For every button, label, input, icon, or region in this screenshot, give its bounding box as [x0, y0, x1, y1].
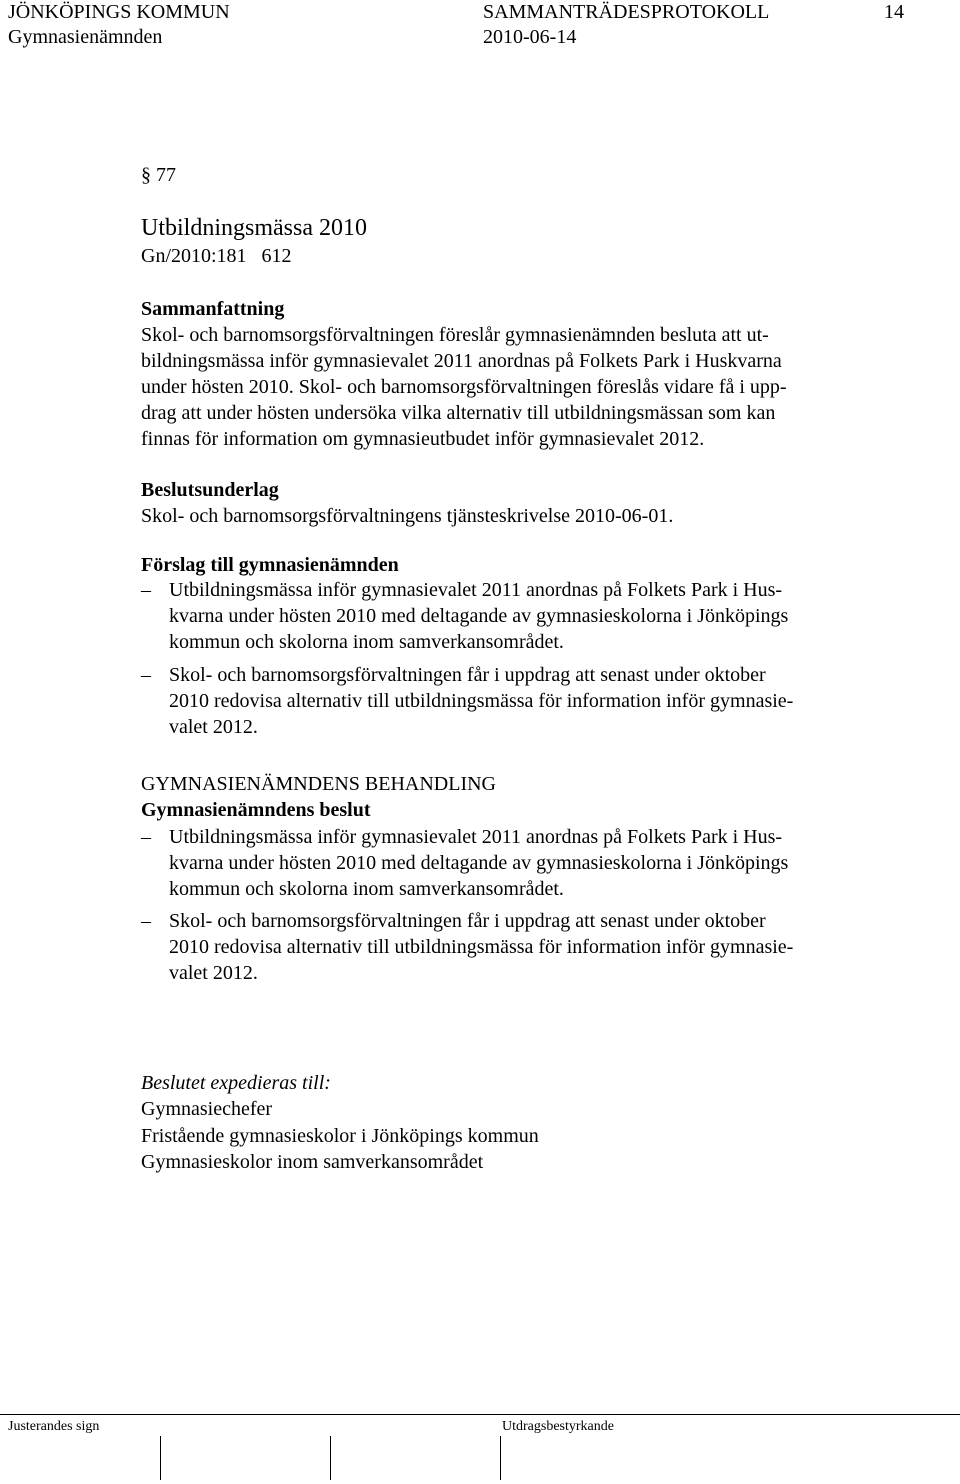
- dash-marker: –: [141, 910, 151, 932]
- paragraph-line: under hösten 2010. Skol- och barnomsorgsförvaltningen föreslås vidare få i upp-: [141, 376, 787, 398]
- section-reference: Gn/2010:181 612: [141, 245, 292, 267]
- dash-marker: –: [141, 826, 151, 848]
- bullet-line: kvarna under hösten 2010 med deltagande av gymnasieskolorna i Jönköpings: [169, 605, 789, 627]
- bullet-line: Skol- och barnomsorgsförvaltningen får i uppdrag att senast under oktober: [169, 910, 766, 932]
- header-doc-type: SAMMANTRÄDESPROTOKOLL: [483, 1, 770, 23]
- dash-marker: –: [141, 664, 151, 686]
- sammanfattning-heading: Sammanfattning: [141, 298, 285, 320]
- bullet-line: 2010 redovisa alternativ till utbildningsmässa för information inför gymnasie-: [169, 936, 794, 958]
- footer-divider: [0, 1414, 960, 1415]
- bullet-line: valet 2012.: [169, 716, 258, 738]
- signature-box-divider: [500, 1436, 501, 1480]
- header-date: 2010-06-14: [483, 26, 577, 48]
- bullet-line: kvarna under hösten 2010 med deltagande av gymnasieskolorna i Jönköpings: [169, 852, 789, 874]
- bullet-line: valet 2012.: [169, 962, 258, 984]
- forslag-heading: Förslag till gymnasienämnden: [141, 554, 399, 576]
- sammanfattning-paragraph: [141, 322, 881, 452]
- recipient-item: Gymnasieskolor inom samverkansområdet: [141, 1151, 484, 1173]
- bullet-line: 2010 redovisa alternativ till utbildningsmässa för information inför gymnasie-: [169, 690, 794, 712]
- recipient-item: Gymnasiechefer: [141, 1098, 273, 1120]
- beslutsunderlag-heading: Beslutsunderlag: [141, 479, 279, 501]
- paragraph-line: Skol- och barnomsorgsförvaltningen föreslår gymnasienämnden besluta att ut-: [141, 324, 769, 346]
- paragraph-line: bildningsmässa inför gymnasievalet 2011 anordnas på Folkets Park i Huskvarna: [141, 350, 782, 372]
- bullet-line: Utbildningsmässa inför gymnasievalet 2011 anordnas på Folkets Park i Hus-: [169, 826, 783, 848]
- paragraph-line: finnas för information om gymnasieutbudet inför gymnasievalet 2012.: [141, 428, 705, 450]
- paragraph-line: drag att under hösten undersöka vilka alternativ till utbildningsmässan som kan: [141, 402, 776, 424]
- recipient-item: Fristående gymnasieskolor i Jönköpings kommun: [141, 1125, 539, 1147]
- footer-justerandes-sign: Justerandes sign: [8, 1419, 100, 1434]
- beslut-heading: Gymnasienämndens beslut: [141, 799, 371, 821]
- expediering-heading: Beslutet expedieras till:: [141, 1072, 331, 1094]
- section-title: Utbildningsmässa 2010: [141, 215, 367, 241]
- behandling-heading: GYMNASIENÄMNDENS BEHANDLING: [141, 773, 496, 795]
- bullet-line: Skol- och barnomsorgsförvaltningen får i uppdrag att senast under oktober: [169, 664, 766, 686]
- beslutsunderlag-text: Skol- och barnomsorgsförvaltningens tjänsteskrivelse 2010-06-01.: [141, 505, 674, 527]
- signature-box-divider: [160, 1436, 161, 1480]
- header-page-number: 14: [884, 1, 904, 23]
- dash-marker: –: [141, 579, 151, 601]
- bullet-line: kommun och skolorna inom samverkansområdet.: [169, 878, 564, 900]
- section-number: § 77: [141, 164, 176, 186]
- bullet-line: Utbildningsmässa inför gymnasievalet 2011 anordnas på Folkets Park i Hus-: [169, 579, 783, 601]
- bullet-line: kommun och skolorna inom samverkansområdet.: [169, 631, 564, 653]
- footer-utdragsbestyrkande: Utdragsbestyrkande: [502, 1419, 614, 1434]
- header-org: JÖNKÖPINGS KOMMUN: [8, 1, 230, 23]
- signature-box-divider: [330, 1436, 331, 1480]
- header-committee: Gymnasienämnden: [8, 26, 163, 48]
